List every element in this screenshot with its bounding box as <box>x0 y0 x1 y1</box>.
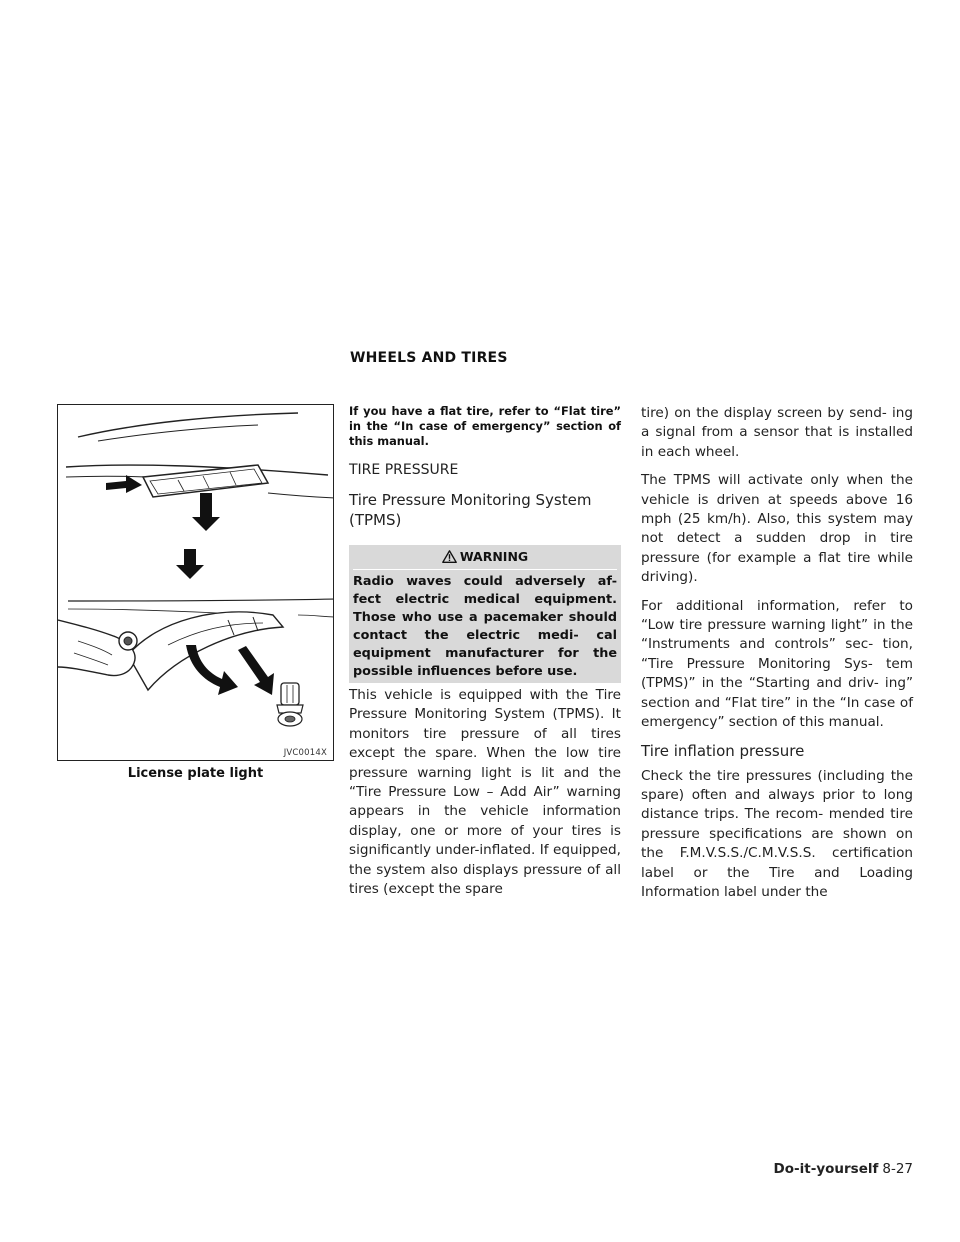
figure-code: JVC0014X <box>283 748 327 758</box>
tpms-paragraph-3: For additional information, refer to “Low tire pressure warning light” in the “Instruments and controls” sec- tion, “Tire Pressure Monitoring Sys- tem (TPMS)” in the “Starting and driv- ing” section and “Flat tire” in the “In case of emergency” section of this manual. <box>641 597 913 731</box>
license-plate-light-illustration <box>58 405 334 761</box>
tpms-description: This vehicle is equipped with the Tire Pressure Monitoring System (TPMS). It monitors tire pressure of all tires except the spare. When the low tire pressure warning light is lit and the “Tire Pressure Low – Add Air” warning appears in the vehicle information display, one or more of your tires is significantly under-inflated. If equipped, the system also displays pressure of all tires (except the spare <box>349 687 621 898</box>
figure-caption: License plate light <box>127 766 264 781</box>
warning-header <box>353 548 617 570</box>
tire-inflation-paragraph: Check the tire pressures (including the spare) often and always prior to long distance trips. The recom- mended tire pressure specifications are shown on the F.M.V.S.S./C.M.V.S.S. certification label or the Tire and Loading Information label under the <box>641 767 913 900</box>
footer-page-number: 8-27 <box>882 1161 913 1177</box>
section-title: WHEELS AND TIRES <box>350 350 508 366</box>
tpms-paragraph-2: The TPMS will activate only when the vehicle is driven at speeds above 16 mph (25 km/h). Also, this system may not detect a sudden drop in tire pressure (for example a flat tire while driving). <box>641 472 913 586</box>
warning-title: WARNING <box>459 549 529 564</box>
tire-inflation-heading: Tire inflation pressure <box>641 741 805 760</box>
flat-tire-note: If you have a flat tire, refer to “Flat tire” in the “In case of emergency” section of this manual. <box>349 404 621 448</box>
warning-box <box>349 545 621 683</box>
figure-license-plate-light <box>57 404 334 761</box>
warning-text: Radio waves could adversely af- fect electric medical equipment. Those who use a pacemaker should contact the electric medi- cal equipment manufacturer for the possible influences before use. <box>353 574 617 679</box>
tpms-subheading: Tire Pressure Monitoring System (TPMS) <box>349 491 592 529</box>
column-right <box>641 404 913 902</box>
page-footer <box>774 1161 913 1177</box>
footer-chapter: Do-it-yourself <box>773 1161 879 1177</box>
warning-triangle-icon <box>442 550 457 563</box>
tire-pressure-heading: TIRE PRESSURE <box>349 462 459 478</box>
tpms-paragraph-1: tire) on the display screen by send- ing a signal from a sensor that is installed in each wheel. <box>641 405 913 460</box>
column-middle <box>349 404 621 899</box>
